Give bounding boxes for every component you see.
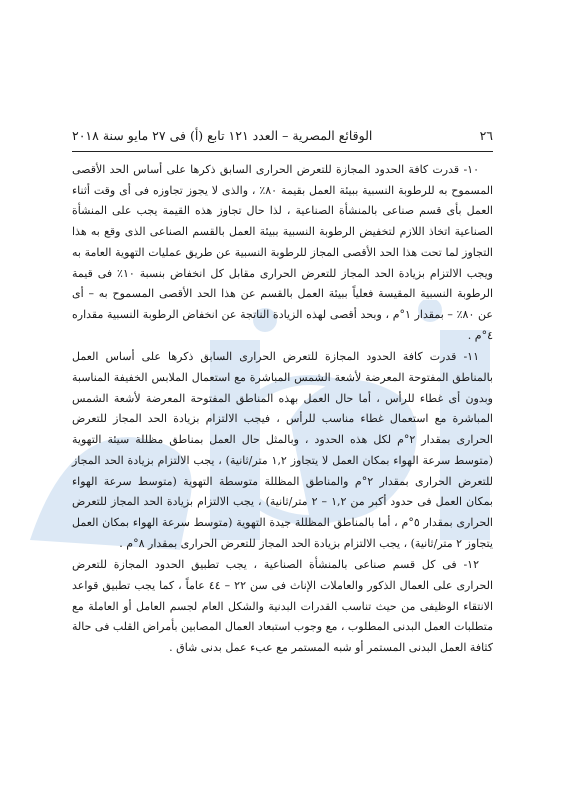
document-body	[72, 160, 493, 660]
paragraph-10: ١٠- قدرت كافة الحدود المجازة للتعرض الحرارى السابق ذكرها على أساس الحد الأقصى المسموح به للرطوبة النسبية ببيئة العمل بقيمة ٨٠٪ ، والذى لا يجوز تجاوزه فى أى وقت أثناء العمل بأى قسم صناعى بالمنشأة الصناعية ، لذا حال تجاوز هذه القيمة يجب على المنشأة الصناعية اتخاذ اللازم لتخفيض الرطوبة النسبية ببيئة العمل بالقسم الصناعى الذى وقع به هذا التجاوز لما تحت هذا الحد الأقصى المجاز للرطوبة النسبية عن طريق عمليات التهوية العامة به ويجب الالتزام بزيادة الحد المجاز للتعرض الحرارى مقابل كل انخفاض بنسبة ١٠٪ فى قيمة الرطوبة النسبية المقيسة فعلياً ببيئة العمل بالقسم عن هذا الحد الأقصى المسموح به – أى عن ٨٠٪ – بمقدار ١°م ، وبحد أقصى لهذه الزيادة الناتجة عن انخفاض الرطوبة النسبية مقداره ٤°م .	[72, 163, 494, 342]
gazette-title: الوقائع المصرية – العدد ١٢١ تابع (أ) فى ٢٧ مايو سنة ٢٠١٨	[72, 128, 373, 143]
page-header	[72, 128, 493, 143]
paragraph-12: ١٢- فى كل قسم صناعى بالمنشأة الصناعية ، يجب تطبيق الحدود المجازة للتعرض الحرارى على العمال الذكور والعاملات الإناث فى سن ٢٢ – ٤٤ عاماً ، كما يجب تطبيق قواعد الانتقاء الوظيفى من حيث تناسب القدرات البدنية والشكل العام لجسم العامل أو العاملة مع متطلبات العمل البدنى المطلوب ، مع وجوب استبعاد العمال المصابين بأمراض القلب فى حالة كثافة العمل البدنى المستمر أو شبه المستمر مع عبء عمل بدنى شاق .	[72, 558, 493, 655]
paragraph-11: ١١- قدرت كافة الحدود المجازة للتعرض الحرارى السابق ذكرها على أساس العمل بالمناطق المفتوحة المعرضة لأشعة الشمس المباشرة مع استعمال الملابس الخفيفة المناسبة وبدون أى غطاء للرأس ، أما حال العمل بهذه المناطق المفتوحة المعرضة لأشعة الشمس المباشرة مع استعمال غطاء مناسب للرأس ، فيجب الالتزام بزيادة الحد المجاز للتعرض الحرارى بمقدار ٢°م لكل هذه الحدود ، وبالمثل حال العمل بمناطق مظللة سيئة التهوية (متوسط سرعة الهواء بمكان العمل لا يتجاوز ١,٢ متر/ثانية) ، يجب الالتزام بزيادة الحد المجاز للتعرض الحرارى بمقدار ٢°م والمناطق المظللة متوسطة التهوية (متوسط سرعة الهواء بمكان العمل فى حدود أكبر من ١,٢ – ٢ متر/ثانية) ، يجب الالتزام بزيادة الحد المجاز للتعرض الحرارى بمقدار ٥°م ، أما بالمناطق المظللة جيدة التهوية (متوسط سرعة الهواء بمكان العمل يتجاوز ٢ متر/ثانية) ، يجب الالتزام بزيادة الحد المجاز للتعرض الحرارى بمقدار ٨°م .	[72, 350, 493, 550]
header-divider	[72, 151, 493, 152]
page-number: ٢٦	[479, 128, 493, 143]
